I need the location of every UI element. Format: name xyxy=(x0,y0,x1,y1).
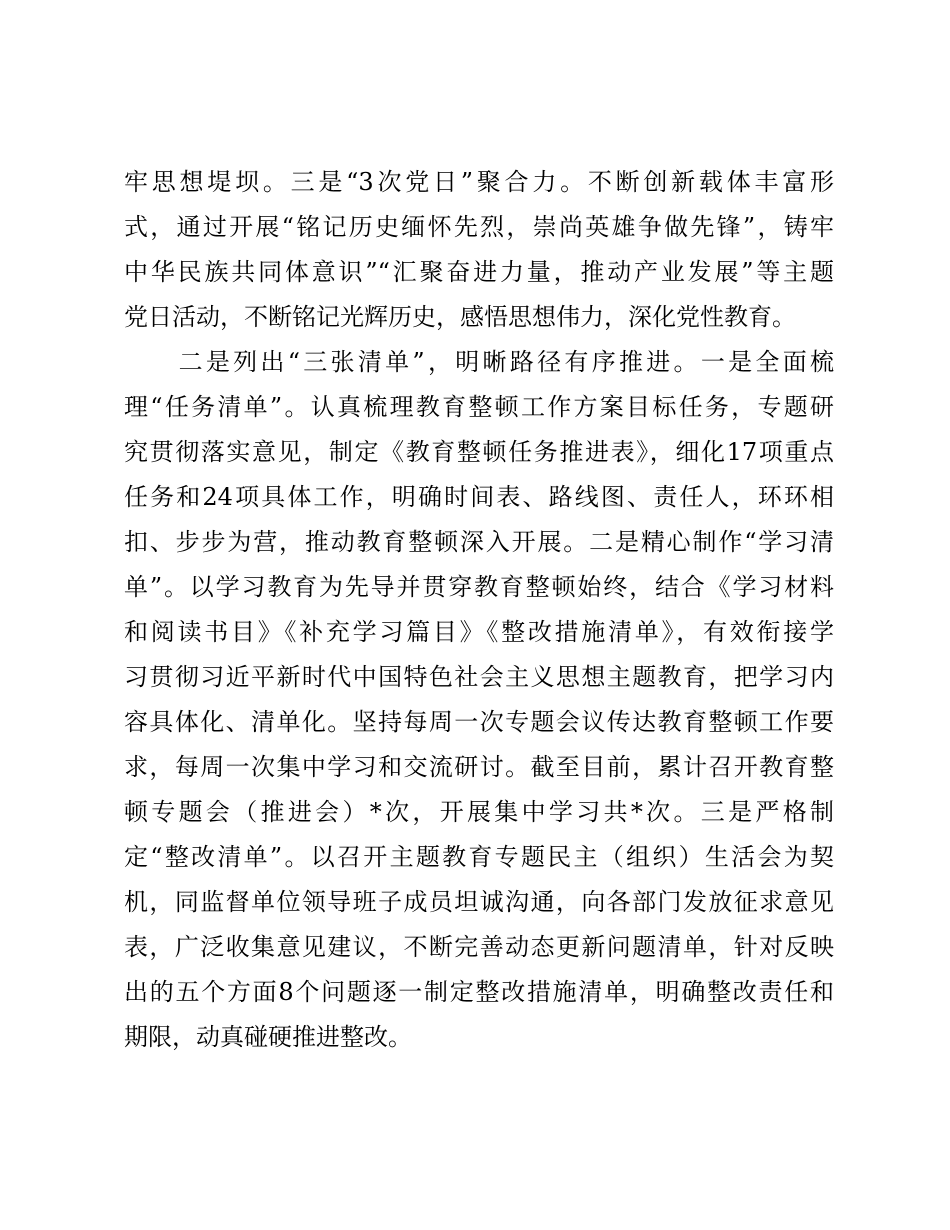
text-line: 求，每周一次集中学习和交流研讨。截至目前，累计召开教育整 xyxy=(124,753,834,781)
text-line: 机，同监督单位领导班子成员坦诚沟通，向各部门发放征求意见 xyxy=(124,888,834,916)
text-line: 任务和24项具体工作，明确时间表、路线图、责任人，环环相 xyxy=(124,483,834,511)
text-line: 二是列出“三张清单”，明晰路径有序推进。一是全面梳 xyxy=(124,348,834,376)
text-line: 理“任务清单”。认真梳理教育整顿工作方案目标任务，专题研 xyxy=(124,393,834,421)
text-line: 顿专题会（推进会）*次，开展集中学习共*次。三是严格制 xyxy=(124,798,834,826)
text-line: 党日活动，不断铭记光辉历史，感悟思想伟力，深化党性教育。 xyxy=(124,303,796,331)
text-line: 式，通过开展“铭记历史缅怀先烈，崇尚英雄争做先锋”，铸牢 xyxy=(124,213,834,241)
text-line: 牢思想堤坝。三是“3次党日”聚合力。不断创新载体丰富形 xyxy=(124,168,834,196)
text-line: 究贯彻落实意见，制定《教育整顿任务推进表》，细化17项重点 xyxy=(124,438,834,466)
text-line: 中华民族共同体意识”“汇聚奋进力量，推动产业发展”等主题 xyxy=(124,258,834,286)
text-line: 定“整改清单”。以召开主题教育专题民主（组织）生活会为契 xyxy=(124,843,834,871)
text-line: 表，广泛收集意见建议，不断完善动态更新问题清单，针对反映 xyxy=(124,933,834,961)
text-line: 单”。以学习教育为先导并贯穿教育整顿始终，结合《学习材料 xyxy=(124,573,834,601)
body-text xyxy=(124,160,834,1060)
text-line: 出的五个方面8个问题逐一制定整改措施清单，明确整改责任和 xyxy=(124,978,834,1006)
text-line: 容具体化、清单化。坚持每周一次专题会议传达教育整顿工作要 xyxy=(124,708,834,736)
text-line: 期限，动真碰硬推进整改。 xyxy=(124,1023,412,1051)
text-line: 扣、步步为营，推动教育整顿深入开展。二是精心制作“学习清 xyxy=(124,528,834,556)
text-line: 习贯彻习近平新时代中国特色社会主义思想主题教育，把学习内 xyxy=(124,663,834,691)
text-line: 和阅读书目》《补充学习篇目》《整改措施清单》，有效衔接学 xyxy=(124,618,834,646)
